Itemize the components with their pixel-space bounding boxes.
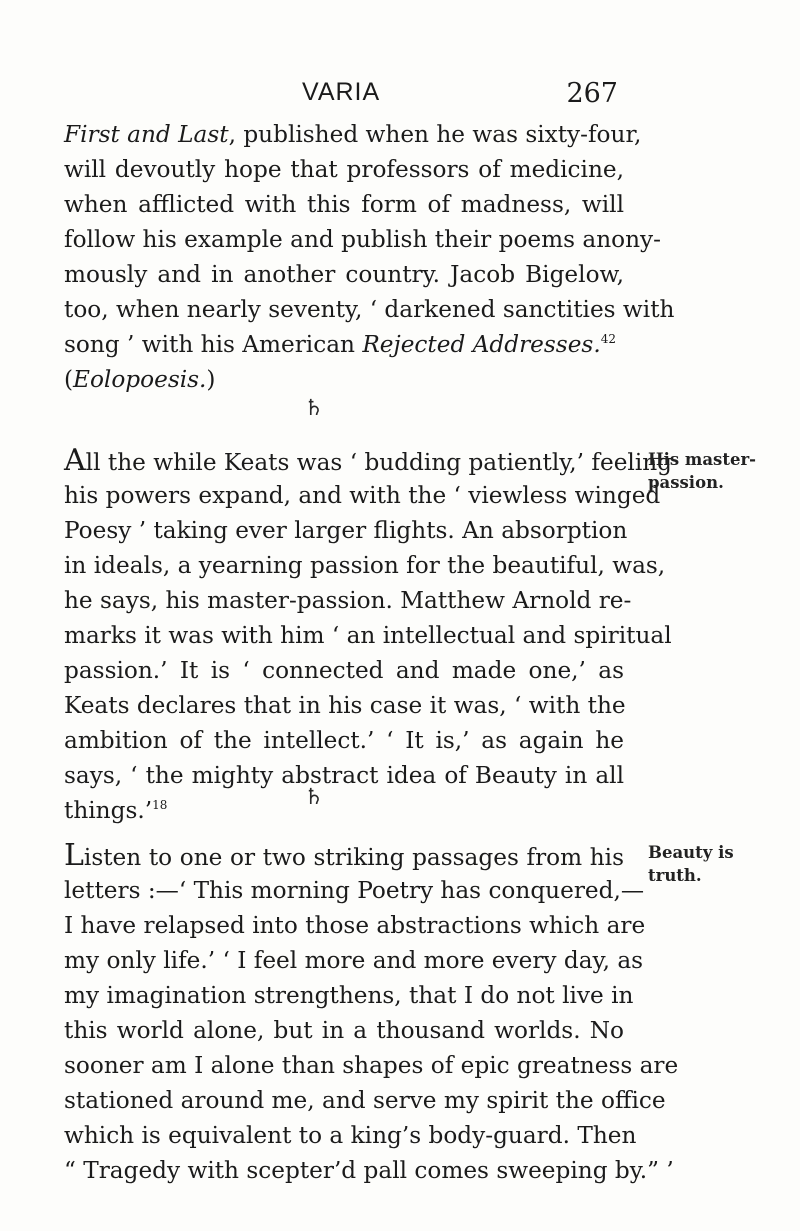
paragraph-1 xyxy=(64,117,675,397)
text-line: this world alone, but in a thousand worlds. No xyxy=(64,1017,624,1044)
text-line: song ’ with his American Rejected Addresses.$^{42}$ xyxy=(64,331,616,358)
margin-note-beauty-is-truth: Beauty is truth. xyxy=(648,843,734,885)
margin-note-master-passion: His master- passion. xyxy=(648,450,756,492)
text-line: his powers expand, and with the ‘ viewless winged xyxy=(64,482,661,509)
text-line: too, when nearly seventy, ‘ darkened sanctities with xyxy=(64,296,675,323)
page-number: 267 xyxy=(566,78,618,109)
footnote-ref-18: 18 xyxy=(152,798,168,812)
text-line: which is equivalent to a king’s body-guard. Then xyxy=(64,1122,637,1149)
text-line: Listen to one or two striking passages from his xyxy=(64,838,624,873)
text-line: my only life.’ ‘ I feel more and more every day, as xyxy=(64,947,644,974)
text-line: ambition of the intellect.’ ‘ It is,’ as again he xyxy=(64,727,624,754)
section-ornament: ♄ xyxy=(304,396,324,421)
text-line: All the while Keats was ‘ budding patiently,’ feeling xyxy=(64,443,673,478)
running-title: VARIA xyxy=(302,78,381,106)
text-line: “ Tragedy with scepter’d pall comes sweeping by.” ’ xyxy=(64,1157,674,1184)
text-line: will devoutly hope that professors of medicine, xyxy=(64,156,624,183)
initial-letter: L xyxy=(64,838,84,873)
text-line: stationed around me, and serve my spirit the office xyxy=(64,1087,666,1114)
book-title-first-and-last: First and Last xyxy=(64,121,229,148)
running-head xyxy=(300,78,618,118)
text-line: marks it was with him ‘ an intellectual and spiritual xyxy=(64,622,672,649)
footnote-ref-42: 42 xyxy=(600,332,616,346)
book-title-rejected-addresses: Rejected Addresses. xyxy=(362,331,601,358)
text-line: says, ‘ the mighty abstract idea of Beauty in all xyxy=(64,762,624,789)
text-line: Keats declares that in his case it was, ‘ with the xyxy=(64,692,626,719)
paragraph-3 xyxy=(64,838,679,1188)
section-ornament: ♄ xyxy=(304,785,324,810)
text-line: sooner am I alone than shapes of epic greatness are xyxy=(64,1052,679,1079)
text-line: when afflicted with this form of madness, will xyxy=(64,191,624,218)
initial-letter: A xyxy=(64,443,86,478)
text-line: he says, his master-passion. Matthew Arnold re- xyxy=(64,587,632,614)
text-line: in ideals, a yearning passion for the beautiful, was, xyxy=(64,552,666,579)
text-line: things.’$^{18}$ xyxy=(64,797,168,824)
paragraph-2 xyxy=(64,443,673,828)
text-line: Poesy ’ taking ever larger flights. An absorption xyxy=(64,517,628,544)
text-line: follow his example and publish their poems anony- xyxy=(64,226,661,253)
text-line: my imagination strengthens, that I do not live in xyxy=(64,982,634,1009)
text-line: letters :—‘ This morning Poetry has conquered,— xyxy=(64,877,645,904)
text-line: passion.’ It is ‘ connected and made one,’ as xyxy=(64,657,624,684)
text-line: (Eolopoesis.) xyxy=(64,366,216,393)
text-line: First and Last, published when he was sixty-four, xyxy=(64,121,642,148)
text-line: mously and in another country. Jacob Bigelow, xyxy=(64,261,624,288)
text-line: I have relapsed into those abstractions which are xyxy=(64,912,646,939)
book-title-eolopoesis: Eolopoesis. xyxy=(73,366,207,393)
